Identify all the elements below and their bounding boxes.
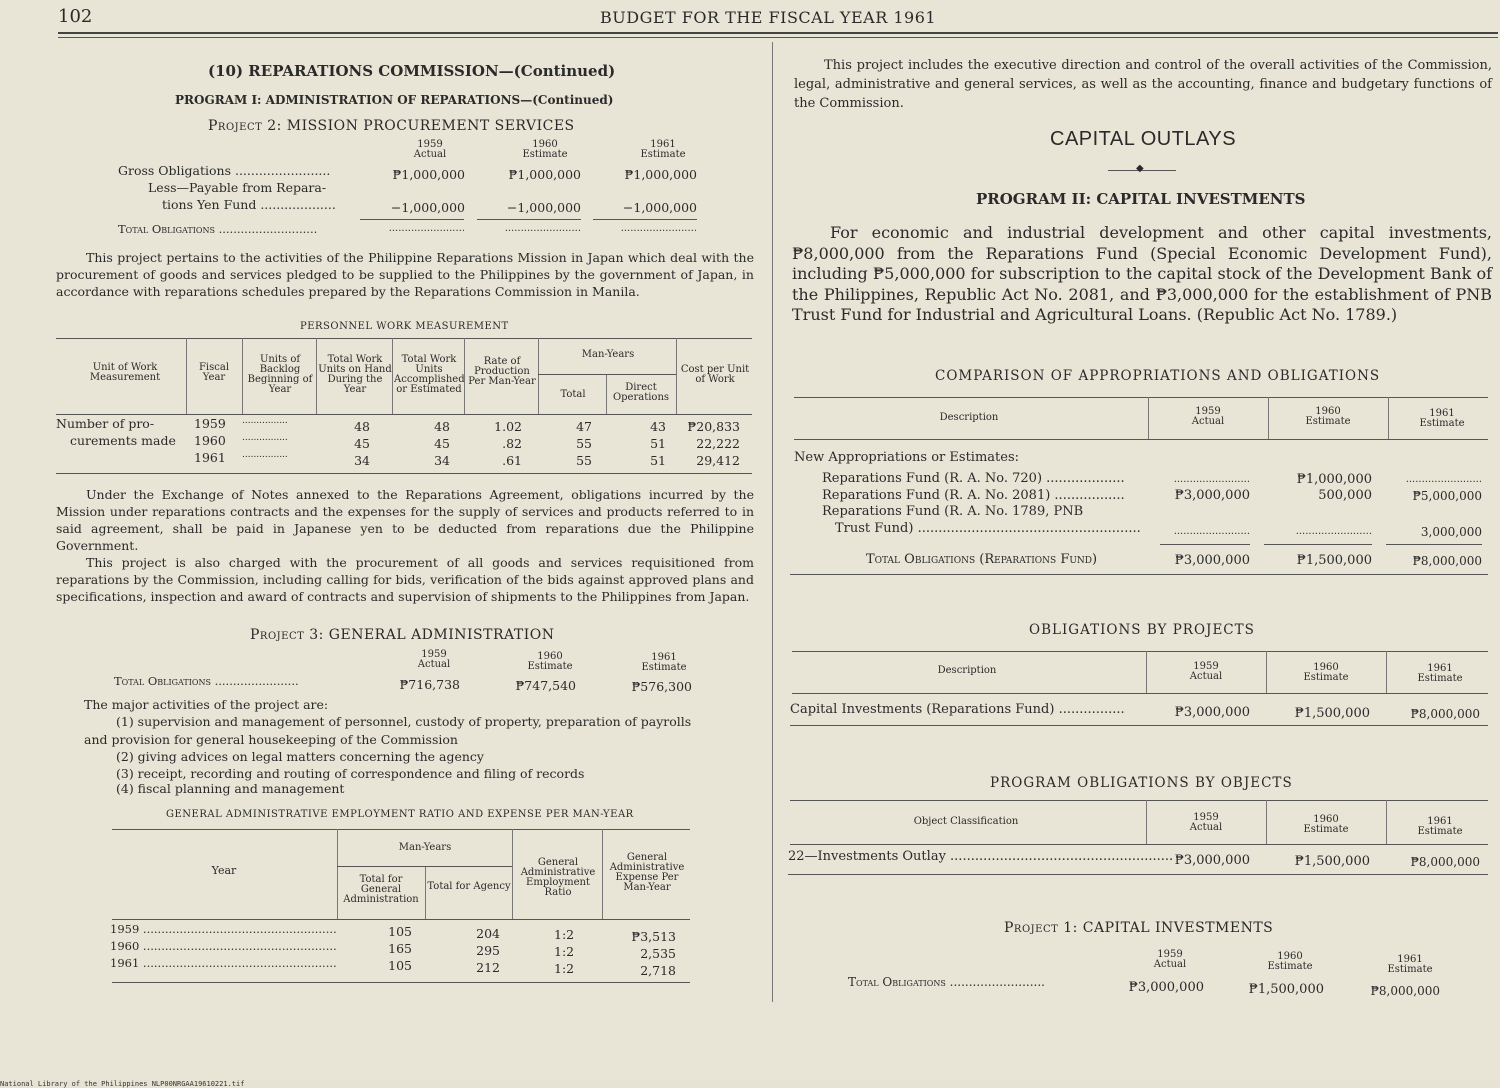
p2-description: This project pertains to the activities of the Philippine Reparations Mission in Japan which deal with the procurement of goods and services pledged to be supplied to the Philippines by the government of Japan, in accordance with reparations schedules prepared by the Reparations Commission in Manila. [56, 250, 754, 299]
gaer-head-rule [112, 919, 690, 920]
pwm-v5 [464, 338, 465, 414]
p2-col2-header: 1960 Estimate [522, 139, 568, 160]
pwm-h-direct: Direct Operations [612, 382, 670, 403]
pwm-bottom-rule [56, 473, 752, 474]
gaer-v4 [602, 829, 603, 919]
p2-row-gross-label: Gross Obligations ........................ [118, 163, 331, 178]
cmp-row2-1959: ₱3,000,000 [1174, 488, 1250, 503]
bp-v1 [1146, 651, 1147, 693]
gaer-ratio: 1:2 [554, 961, 575, 976]
cmp-row2-1961: ₱5,000,000 [1412, 489, 1482, 503]
cmp-bottom-rule [790, 574, 1488, 575]
pwm-accomplished: 48 [434, 419, 450, 434]
by-projects-title: OBLIGATIONS BY PROJECTS [1029, 622, 1255, 638]
pwm-h-totalwork: Total Work Units on Hand During the Year [318, 354, 392, 395]
p3-col2-header: 1960 Estimate [527, 651, 573, 672]
pwm-year: 1959 [194, 416, 226, 431]
pwm-accomplished: 34 [434, 453, 450, 468]
bo-h-1959: 1959 Actual [1189, 812, 1223, 833]
gaer-h-total-agency: Total for Agency [427, 881, 511, 892]
activity-4: (4) fiscal planning and management [116, 781, 345, 796]
pwm-h-backlog: Units of Backlog Beginning of Year [247, 354, 313, 395]
p2-yen-1961: −1,000,000 [622, 200, 697, 215]
bo-h-desc: Object Classification [913, 816, 1019, 827]
pwm-v4 [392, 338, 393, 414]
pwm-h-fiscal: Fiscal Year [198, 362, 230, 383]
bo-v2 [1266, 800, 1267, 844]
p2-rule-2 [477, 219, 581, 220]
pwm-cost: 29,412 [696, 453, 740, 468]
pwm-title: PERSONNEL WORK MEASUREMENT [300, 321, 509, 332]
bo-h-1961: 1961 Estimate [1417, 816, 1463, 837]
bo-row-label: 22—Investments Outlay ...................................................... [788, 849, 1174, 864]
cmp-total-1961: ₱8,000,000 [1412, 554, 1482, 568]
pwm-totalwork: 48 [354, 419, 370, 434]
para-procurement-charge: This project is also charged with the procurement of all goods and services requisitioned from reparations by the Commission, including calling for bids, verification of the bids against approved plans and specifications, inspection and award of contracts and supervision of shipments to the Philippines from Japan. [56, 555, 754, 604]
cmp-v1 [1148, 397, 1149, 439]
bo-v1 [1146, 800, 1147, 844]
gaer-expense: ₱3,513 [631, 929, 676, 944]
p2-row-less-label: Less—Payable from Repara- [148, 180, 327, 195]
cmp-sum-rule-3 [1386, 544, 1482, 545]
gaer-top-rule [112, 829, 690, 830]
pwm-h-unit: Unit of Work Measurement [89, 362, 161, 383]
gaer-agency: 204 [476, 926, 500, 941]
activity-1-line1: (1) supervision and management of personnel, custody of property, preparation of payrolls [116, 714, 692, 729]
cmp-h-1959: 1959 Actual [1191, 406, 1225, 427]
pwm-mid-rule [538, 374, 676, 375]
pwm-total: 55 [576, 453, 592, 468]
cmp-head-rule [794, 439, 1488, 440]
p3-total-label: Total Obligations ....................... [114, 674, 299, 688]
gaer-agency: 212 [476, 960, 500, 975]
p1-total-1961: ₱8,000,000 [1370, 984, 1440, 998]
cmp-v2 [1268, 397, 1269, 439]
column-divider [772, 42, 773, 1002]
pwm-totalwork: 34 [354, 453, 370, 468]
pwm-direct: 43 [650, 419, 666, 434]
cmp-sum-rule-1 [1160, 544, 1250, 545]
p2-yen-1959: −1,000,000 [390, 200, 465, 215]
cmp-sum-rule-2 [1264, 544, 1372, 545]
p1-total-label: Total Obligations ......................... [848, 975, 1045, 989]
pwm-h-accomplished: Total Work Units Accomplished or Estimated [394, 354, 465, 395]
comparison-title: COMPARISON OF APPROPRIATIONS AND OBLIGATIONS [935, 368, 1381, 384]
project1-title: Project 1: CAPITAL INVESTMENTS [1004, 920, 1274, 936]
p2-yen-1960: −1,000,000 [506, 200, 581, 215]
bo-bottom-rule [788, 874, 1488, 875]
bo-head-rule [790, 844, 1488, 845]
bo-v3 [1386, 800, 1387, 844]
gaer-agency: 295 [476, 943, 500, 958]
cmp-row4-1960: ........................ [1295, 526, 1372, 537]
p1-intro: This project includes the executive direction and control of the overall activities of the Commission, legal, administrative and general services, as well as the accounting, finance and budgetary functions of the Commission. [794, 58, 1492, 111]
pwm-backlog: ................ [242, 450, 288, 460]
gaer-year: 1959 ..................................................... [110, 922, 337, 936]
p2-col3-header: 1961 Estimate [640, 139, 686, 160]
pwm-cost: ₱20,833 [687, 419, 740, 434]
gaer-ratio: 1:2 [554, 927, 575, 942]
activity-2: (2) giving advices on legal matters concerning the agency [116, 749, 484, 764]
pwm-h-manyears: Man-Years [581, 349, 635, 360]
p2-total-1961: ........................ [620, 223, 697, 234]
cmp-h-1960: 1960 Estimate [1305, 406, 1351, 427]
pwm-direct: 51 [650, 453, 666, 468]
pwm-cost: 22,222 [696, 436, 740, 451]
activities-intro: The major activities of the project are: [84, 697, 329, 712]
p2-total-1960: ........................ [504, 223, 581, 234]
bp-v2 [1266, 651, 1267, 693]
pwm-total: 47 [576, 419, 592, 434]
pwm-v6 [538, 338, 539, 414]
pwm-top-rule [56, 338, 752, 339]
gaer-h-ratio: General Administrative Employment Ratio [520, 857, 596, 898]
by-objects-title: PROGRAM OBLIGATIONS BY OBJECTS [990, 775, 1293, 791]
bo-row-1961: ₱8,000,000 [1410, 855, 1480, 869]
program2-title: PROGRAM II: CAPITAL INVESTMENTS [976, 190, 1306, 208]
cmp-row2-label: Reparations Fund (R. A. No. 2081) ................. [822, 488, 1125, 503]
pwm-v8 [676, 338, 677, 414]
pwm-v2 [242, 338, 243, 414]
bp-h-1960: 1960 Estimate [1303, 662, 1349, 683]
gaer-h-year: Year [211, 864, 237, 877]
gaer-year: 1960 ..................................................... [110, 939, 337, 953]
activity-3: (3) receipt, recording and routing of correspondence and filing of records [116, 766, 585, 781]
gaer-v2 [425, 866, 426, 919]
pwm-h-cost: Cost per Unit of Work [680, 364, 750, 385]
gaer-h-expense: General Administrative Expense Per Man-Year [609, 852, 685, 893]
program-title: PROGRAM I: ADMINISTRATION OF REPARATIONS—(Continued) [175, 93, 614, 107]
activity-1-line2: and provision for general housekeeping of the Commission [84, 732, 458, 747]
p2-gross-1960: ₱1,000,000 [508, 167, 581, 182]
gaer-general: 105 [388, 924, 412, 939]
bp-row-label: Capital Investments (Reparations Fund) ................ [790, 702, 1125, 717]
p1-total-1960: ₱1,500,000 [1248, 982, 1324, 997]
pwm-unit-line2: curements made [70, 433, 176, 448]
page-number: 102 [58, 6, 93, 27]
p2-col1-header: 1959 Actual [413, 139, 447, 160]
p1-h-1961: 1961 Estimate [1387, 954, 1433, 975]
p1-h-1959: 1959 Actual [1153, 949, 1187, 970]
p2-rule-1 [360, 219, 464, 220]
cmp-row1-label: Reparations Fund (R. A. No. 720) ................... [822, 471, 1125, 486]
p2-gross-1959: ₱1,000,000 [392, 167, 465, 182]
pwm-backlog: ................ [242, 433, 288, 443]
gaer-general: 105 [388, 958, 412, 973]
pwm-direct: 51 [650, 436, 666, 451]
bp-row-1961: ₱8,000,000 [1410, 707, 1480, 721]
p3-total-1959: ₱716,738 [399, 677, 460, 692]
bp-head-rule [792, 693, 1488, 694]
program2-description: For economic and industrial development and other capital investments, ₱8,000,000 from the Reparations Fund (Special Economic Development Fund), including ₱5,000,000 for subscription to the capital stock of the Development Bank of the Philippines, Republic Act No. 2081, and ₱3,000,000 for the establishment of PNB Trust Fund for Industrial and Agricultural Loans. (Republic Act No. 1789.) [792, 223, 1492, 324]
pwm-v3 [316, 338, 317, 414]
cmp-row1-1960: ₱1,000,000 [1296, 472, 1372, 487]
pwm-h-total: Total [560, 389, 586, 400]
gaer-h-manyears: Man-Years [398, 842, 452, 853]
bp-h-1959: 1959 Actual [1189, 661, 1223, 682]
cmp-row4-label: Trust Fund) ...................................................... [835, 521, 1141, 536]
cmp-row2-1960: 500,000 [1318, 488, 1372, 503]
project3-title: Project 3: GENERAL ADMINISTRATION [250, 627, 555, 643]
header-rule-thin [58, 37, 1498, 38]
cmp-row1-1961: ........................ [1405, 474, 1482, 485]
cmp-total-1960: ₱1,500,000 [1296, 553, 1372, 568]
pwm-rate: 1.02 [494, 419, 522, 434]
gaer-expense: 2,535 [640, 946, 676, 961]
pwm-total: 55 [576, 436, 592, 451]
gaer-general: 165 [388, 941, 412, 956]
header-rule [58, 32, 1498, 34]
pwm-rate: .61 [502, 453, 522, 468]
p3-col3-header: 1961 Estimate [641, 652, 687, 673]
bp-h-desc: Description [937, 665, 997, 676]
p3-total-1960: ₱747,540 [515, 678, 576, 693]
gaer-bottom-rule [112, 982, 690, 983]
pwm-year: 1960 [194, 433, 226, 448]
pwm-unit-line1: Number of pro- [56, 416, 155, 431]
bp-row-1960: ₱1,500,000 [1294, 706, 1370, 721]
p2-gross-1961: ₱1,000,000 [624, 167, 697, 182]
bp-row-1959: ₱3,000,000 [1174, 705, 1250, 720]
cmp-total-label: Total Obligations (Reparations Fund) [866, 552, 1098, 567]
bp-top-rule [792, 651, 1488, 652]
cmp-row3-label: Reparations Fund (R. A. No. 1789, PNB [822, 504, 1084, 519]
p2-rule-3 [593, 219, 697, 220]
pwm-accomplished: 45 [434, 436, 450, 451]
p2-total-1959: ........................ [388, 223, 465, 234]
p3-total-1961: ₱576,300 [631, 679, 692, 694]
gaer-expense: 2,718 [640, 963, 676, 978]
para-exchange-of-notes: Under the Exchange of Notes annexed to the Reparations Agreement, obligations incurred by the Mission under reparations contracts and the expenses for the supply of services and products referred to in said agreement, shall be paid in Japanese yen to be deducted from reparations due the Philippine Government. [56, 487, 754, 553]
bo-top-rule [790, 800, 1488, 801]
cmp-row4-1961: 3,000,000 [1420, 525, 1482, 539]
diamond-icon: ◆ [1136, 163, 1144, 174]
running-title: BUDGET FOR THE FISCAL YEAR 1961 [600, 8, 937, 27]
pwm-year: 1961 [194, 450, 226, 465]
pwm-v1 [186, 338, 187, 414]
bp-v3 [1386, 651, 1387, 693]
bo-h-1960: 1960 Estimate [1303, 814, 1349, 835]
section-title: (10) REPARATIONS COMMISSION—(Continued) [208, 62, 616, 80]
pwm-backlog: ................ [242, 416, 288, 426]
capital-outlays-title: CAPITAL OUTLAYS [1050, 128, 1237, 150]
cmp-top-rule [794, 397, 1488, 398]
gaer-ratio: 1:2 [554, 944, 575, 959]
scan-footer: National Library of the Philippines NLP00NRGAA19610221.tif [0, 1080, 245, 1088]
project2-title: Project 2: MISSION PROCUREMENT SERVICES [208, 118, 575, 134]
gaer-mid-rule [337, 866, 512, 867]
gaer-v3 [512, 829, 513, 919]
p2-row-yen-label: tions Yen Fund ................... [162, 197, 336, 212]
p3-col1-header: 1959 Actual [417, 649, 451, 670]
cmp-new-label: New Appropriations or Estimates: [794, 450, 1019, 465]
bo-row-1960: ₱1,500,000 [1294, 854, 1370, 869]
cmp-total-1959: ₱3,000,000 [1174, 553, 1250, 568]
cmp-h-1961: 1961 Estimate [1419, 408, 1465, 429]
gaer-h-total-general: Total for General Administration [343, 874, 419, 905]
bp-h-1961: 1961 Estimate [1417, 663, 1463, 684]
pwm-h-rate: Rate of Production Per Man-Year [468, 356, 536, 387]
cmp-v3 [1388, 397, 1389, 439]
p1-h-1960: 1960 Estimate [1267, 951, 1313, 972]
cmp-row1-1959: ........................ [1173, 474, 1250, 485]
cmp-h-desc: Description [939, 412, 999, 423]
bo-row-1959: ₱3,000,000 [1174, 853, 1250, 868]
gaer-v1 [337, 829, 338, 919]
pwm-v7 [606, 374, 607, 414]
cmp-row4-1959: ........................ [1173, 526, 1250, 537]
pwm-totalwork: 45 [354, 436, 370, 451]
p2-total-label: Total Obligations ........................... [118, 222, 318, 236]
pwm-head-rule [56, 414, 752, 415]
gaer-title: GENERAL ADMINISTRATIVE EMPLOYMENT RATIO AND EXPENSE PER MAN-YEAR [166, 809, 634, 820]
p1-total-1959: ₱3,000,000 [1128, 980, 1204, 995]
pwm-rate: .82 [502, 436, 522, 451]
bp-bottom-rule [790, 725, 1488, 726]
gaer-year: 1961 ..................................................... [110, 956, 337, 970]
